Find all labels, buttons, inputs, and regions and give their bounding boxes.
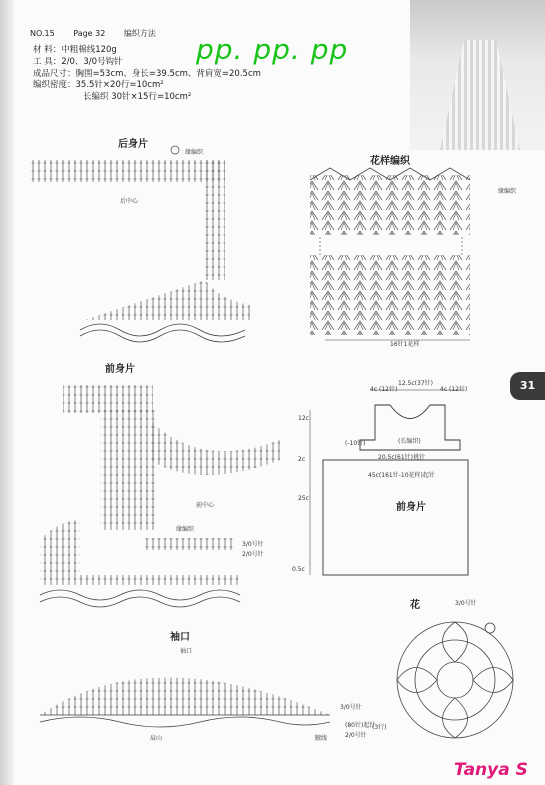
note-cuff-label: 袖口 bbox=[180, 648, 193, 655]
note-mid-width: 20.5c(61针)挑针 bbox=[378, 454, 425, 461]
cuff-chart bbox=[40, 678, 330, 728]
note-hook-3: 3/0号针 bbox=[242, 541, 264, 548]
note-pattern-repeat: 16针1花样 bbox=[390, 341, 420, 348]
spec-density-2: 长编织 30针×15行=10cm² bbox=[83, 92, 192, 103]
signature: Tanya S bbox=[454, 760, 528, 780]
front-schematic bbox=[310, 390, 468, 575]
back-piece-chart bbox=[30, 146, 250, 342]
note-cuff-hook-2: 2/0号针 bbox=[345, 732, 367, 739]
title-pattern: 花样编织 bbox=[370, 156, 410, 167]
title-back-piece: 后身片 bbox=[118, 139, 148, 150]
title-flower: 花 bbox=[410, 600, 420, 611]
note-height-25: 25c bbox=[298, 495, 309, 502]
note-height-2: 2c bbox=[298, 456, 306, 463]
spec-size: 成品尺寸：胸围=53cm、身长=39.5cm、背肩宽=20.5cm bbox=[33, 68, 261, 79]
note-cuff-count: (80针)起针 bbox=[345, 722, 376, 729]
note-top-right: 4c (12针) bbox=[440, 386, 468, 393]
front-piece-chart bbox=[40, 385, 280, 607]
note-top-left: 4c (12针) bbox=[370, 386, 398, 393]
note-front-edge: 缘编织 bbox=[176, 526, 195, 533]
spec-tools: 工 具：2/0、3/0号钩针 bbox=[33, 56, 123, 67]
flower-chart bbox=[397, 622, 513, 738]
note-flower-hook: 3/0号针 bbox=[455, 600, 477, 607]
watermark-logo: pp. pp. pp bbox=[196, 33, 349, 66]
note-neck: (长编织) bbox=[398, 438, 421, 445]
note-cuff-hook: 3/0号针 bbox=[340, 704, 362, 711]
note-front-center: 前中心 bbox=[196, 502, 215, 509]
note-left-10: (-10针) bbox=[345, 440, 366, 447]
page-reference: Page 32 bbox=[73, 29, 106, 38]
spec-density: 编织密度：35.5针×20行=10cm² bbox=[33, 80, 164, 91]
note-hook-2: 2/0号针 bbox=[242, 551, 264, 558]
note-height-12: 12c bbox=[298, 415, 309, 422]
note-back-center: 后中心 bbox=[120, 198, 139, 205]
title-front-schematic: 前身片 bbox=[396, 502, 426, 513]
pattern-number: NO.15 bbox=[30, 29, 55, 38]
note-back-tie: 缘编织 bbox=[185, 149, 204, 156]
page-number-tab: 31 bbox=[510, 372, 545, 400]
method-title: 编织方法 bbox=[123, 29, 156, 38]
title-front-piece: 前身片 bbox=[105, 364, 135, 375]
title-cuff: 袖口 bbox=[170, 632, 190, 643]
spec-material: 材 料：中粗棉线120g bbox=[33, 45, 117, 55]
note-pattern-edge: 缘编织 bbox=[498, 188, 517, 195]
note-cuff-rows: (3行) bbox=[372, 724, 387, 731]
note-top-width: 12.5c(37针) bbox=[398, 380, 433, 387]
note-cuff-underarm: 腋线 bbox=[315, 735, 328, 742]
note-main-width: 45c(161针-10花样)起针 bbox=[368, 472, 435, 479]
note-height-05: 0.5c bbox=[292, 566, 305, 573]
note-cuff-shoulder: 肩山 bbox=[150, 735, 163, 742]
pattern-stitch-chart bbox=[310, 168, 470, 340]
